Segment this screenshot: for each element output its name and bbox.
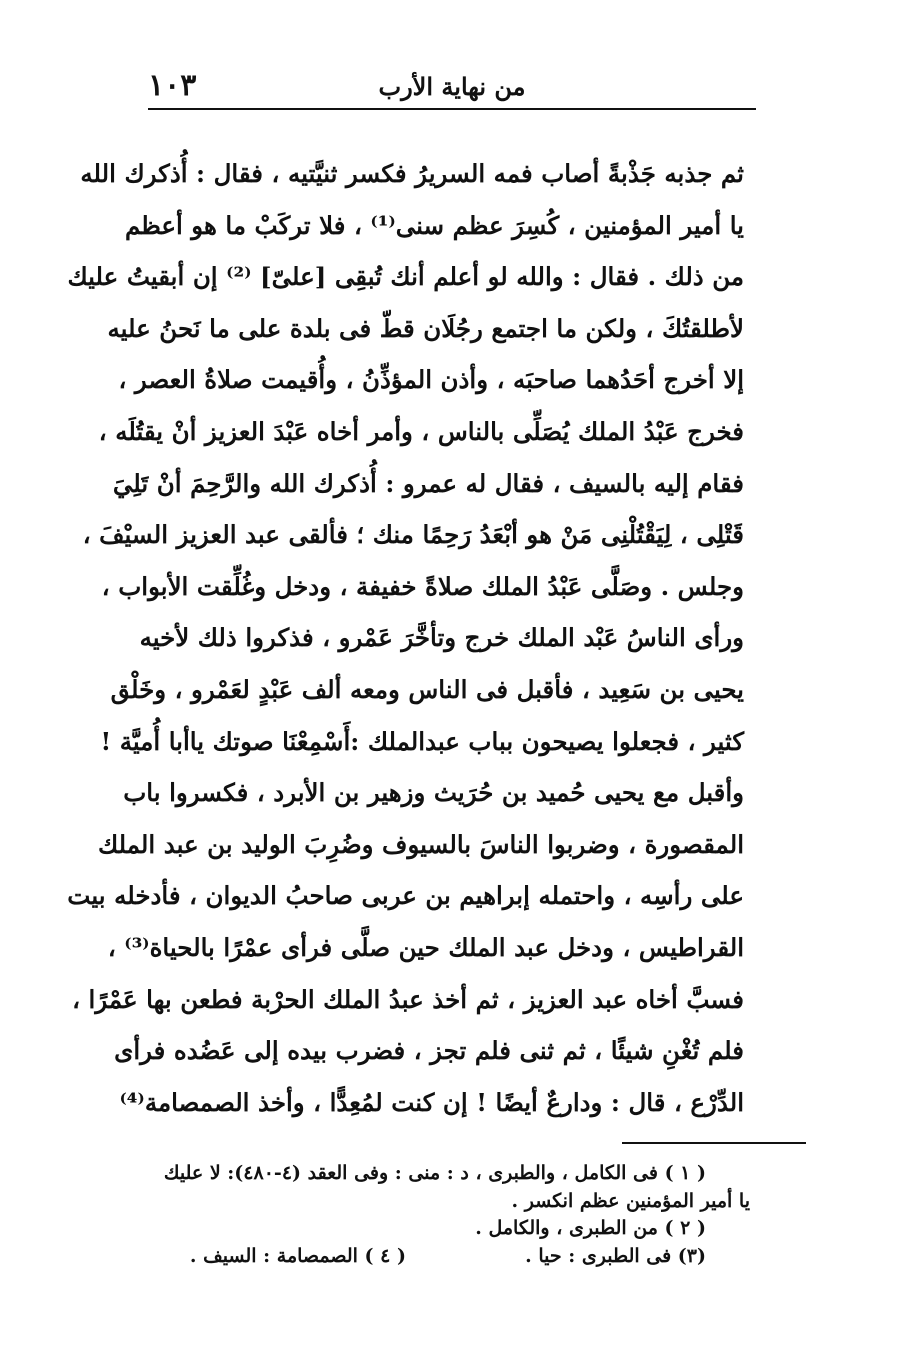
text-line: يا أمير المؤمنين ، كُسِرَ عظم سنى⁽¹⁾ ، فلا تركَبْ ما هو أعظم <box>124 210 744 240</box>
text-line: لأطلقتُكَ ، ولكن ما اجتمع رجُلَان قطّ فى بلدة على ما نَحنُ عليه <box>107 313 744 343</box>
text-line: الدِّرْع ، قال : ودارعٌ أيضًا ! إن كنت لمُعِدًّا ، وأخذ الصمصامة⁽⁴⁾ <box>119 1087 744 1117</box>
page-title: من نهاية الأرب <box>378 72 526 101</box>
text-line: ثم جذبه جَذْبةً أصاب فمه السريرُ فكسر ثنيَّتيه ، فقال : أُذكرك الله <box>80 159 744 188</box>
footnote-row <box>150 1243 750 1271</box>
text-line: ورأى الناسُ عَبْد الملك خرج وتأخَّرَ عَمْرو ، فذكروا ذلك لأخيه <box>139 623 744 653</box>
footnote-1: ( ١ ) فى الكامل ، والطبرى ، د : منى : وفى العقد (٤-٤٨٠): لا عليك <box>163 1162 706 1184</box>
text-line: فقام إليه بالسيف ، فقال له عمرو : أُذكرك الله والرَّحِمَ أنْ تَلِيَ <box>112 468 744 498</box>
footnote-3: (٣) فى الطبرى : حيا . <box>525 1244 706 1267</box>
text-line: القراطيس ، ودخل عبد الملك حين صلَّى فرأى عمْرًا بالحياة⁽³⁾ ، <box>107 932 744 962</box>
text-line: فخرج عَبْدُ الملك يُصَلِّى بالناس ، وأمر أخاه عَبْدَ العزيز أنْ يقتُلَه ، <box>98 416 744 446</box>
footnote-2: ( ٢ ) من الطبرى ، والكامل . <box>475 1217 706 1239</box>
text-line: قَتْلِى ، لِيَقْتُلْنِى مَنْ هو أبْعَدُ رَحِمًا منك ؛ فألقى عبد العزيز السيْفَ ، <box>82 520 744 550</box>
text-line: كثير ، فجعلوا يصيحون بباب عبدالملك :أَسْمِعْنَا صوتك ياأبا أُميَّة ! <box>100 726 744 756</box>
text-line: وجلس . وصَلَّى عَبْدُ الملك صلاةً خفيفة ، ودخل وغُلِّقت الأبواب ، <box>101 571 744 601</box>
text-line: من ذلك . فقال : والله لو أعلم أنك تُبقِى [علىّ] ⁽²⁾ إن أبقيتُ عليك <box>67 262 744 292</box>
text-line: يحيى بن سَعِيد ، فأقبل فى الناس ومعه ألف عَبْدٍ لعَمْرو ، وخَلْق <box>110 674 744 704</box>
text-line: وأقبل مع يحيى حُميد بن حُرَيث وزهير بن الأبرد ، فكسروا باب <box>123 778 744 808</box>
text-line: إلا أخرج أحَدُهما صاحبَه ، وأذن المؤذِّنُ ، وأُقيمت صلاةُ العصر ، <box>118 365 744 395</box>
text-line: فسبَّ أخاه عبد العزيز ، ثم أخذ عبدُ الملك الحرْبة فطعن بها عَمْرًا ، <box>72 984 744 1014</box>
text-line: فلم تُغْنِ شيئًا ، ثم ثنى فلم تجز ، فضرب بيده إلى عَضُده فرأى <box>114 1036 744 1066</box>
header-rule <box>148 108 756 110</box>
footnote-1-continued: يا أمير المؤمنين عظم انكسر . <box>511 1189 750 1212</box>
body-text <box>67 148 744 1128</box>
text-line: المقصورة ، وضربوا الناسَ بالسيوف وضُرِبَ الوليد بن عبد الملك <box>98 829 744 859</box>
footnote-rule <box>622 1142 806 1144</box>
page-number: ١٠٣ <box>148 68 197 103</box>
running-head <box>148 68 756 108</box>
footnote-4: ( ٤ ) الصمصامة : السيف . <box>189 1244 406 1267</box>
footnotes <box>150 1160 750 1270</box>
text-line: على رأسِه ، واحتمله إبراهيم بن عربى صاحبُ الديوان ، فأدخله بيت <box>67 881 744 911</box>
